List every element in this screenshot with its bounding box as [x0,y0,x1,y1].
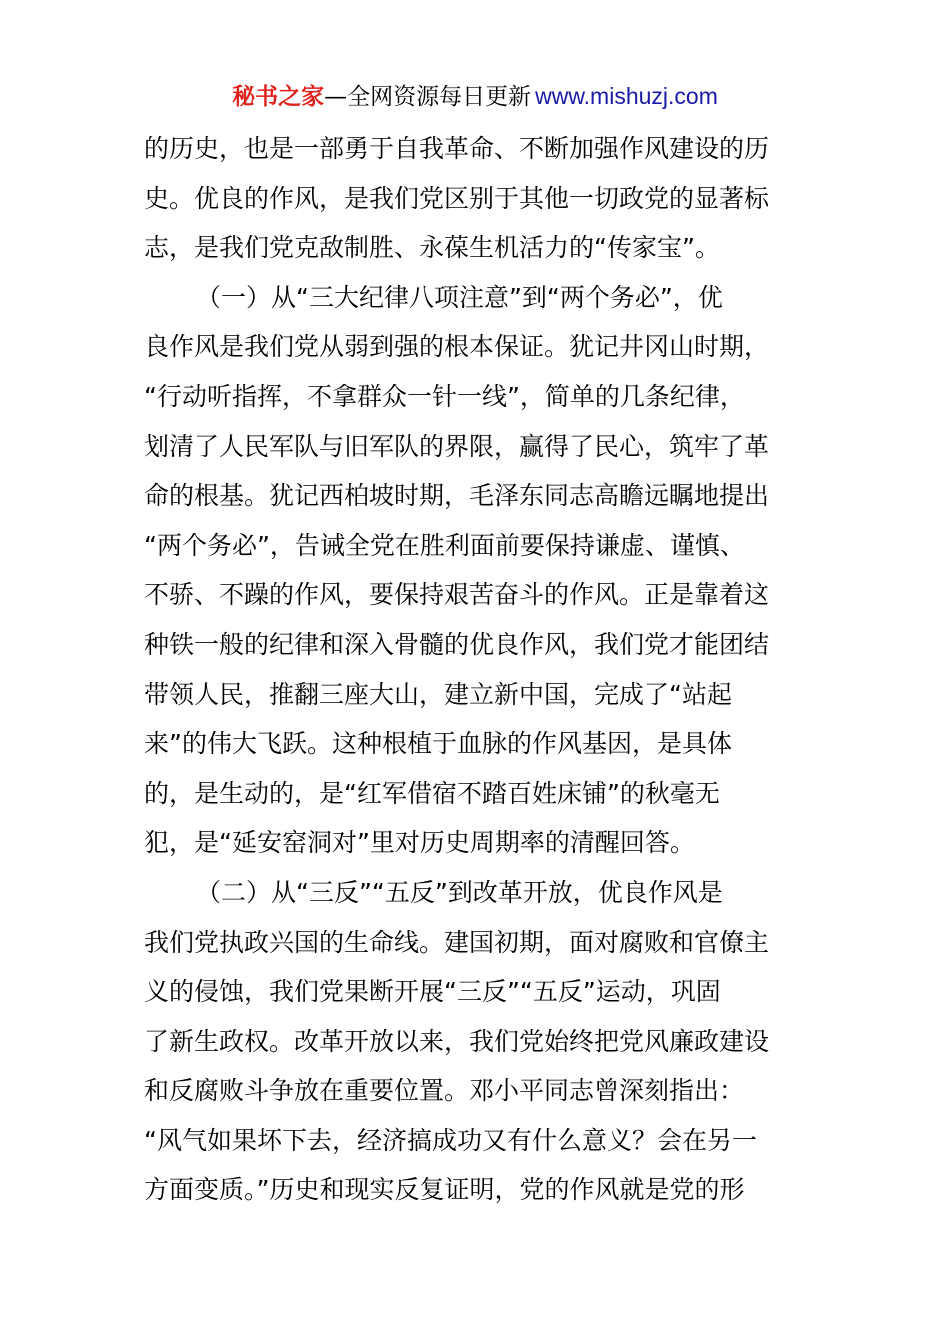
text-line: 了新生政权。改革开放以来，我们党始终把党风廉政建设 [144,1026,770,1056]
text-line: 义的侵蚀，我们党果断开展“三反”“五反”运动，巩固 [144,977,721,1007]
text-line: 带领人民，推翻三座大山，建立新中国，完成了“站起 [144,679,732,709]
text-line: 史。优良的作风，是我们党区别于其他一切政党的显著标 [144,183,770,213]
text-line: “风气如果坏下去，经济搞成功又有什么意义？会在另一 [144,1125,757,1155]
text-line: 来”的伟大飞跃。这种根植于血脉的作风基因，是具体 [144,729,732,759]
text-line: 不骄、不躁的作风，要保持艰苦奋斗的作风。正是靠着这 [144,580,770,610]
page-header [0,80,950,113]
text-line: 志，是我们党克敌制胜、永葆生机活力的“传家宝”。 [144,233,720,263]
text-line: 我们党执政兴国的生命线。建国初期，面对腐败和官僚主 [144,927,770,957]
site-url-link[interactable]: www.mishuzj.com [535,83,718,109]
header-tagline: —全网资源每日更新 [324,84,532,110]
document-body [144,124,808,1215]
text-line: 和反腐败斗争放在重要位置。邓小平同志曾深刻指出： [144,1076,745,1106]
text-line: 命的根基。犹记西柏坡时期，毛泽东同志高瞻远瞩地提出 [144,481,770,511]
brand-name: 秘书之家 [232,84,325,110]
text-line: 良作风是我们党从弱到强的根本保证。犹记井冈山时期， [144,332,770,362]
text-line: 犯，是“延安窑洞对”里对历史周期率的清醒回答。 [144,828,695,858]
section-heading-line: （二）从“三反”“五反”到改革开放，优良作风是 [196,877,723,907]
text-line: “行动听指挥，不拿群众一针一线”，简单的几条纪律， [144,381,745,411]
section-heading-line: （一）从“三大纪律八项注意”到“两个务必”，优 [196,282,723,312]
text-line: 种铁一般的纪律和深入骨髓的优良作风，我们党才能团结 [144,629,770,659]
text-line: 划清了人民军队与旧军队的界限，赢得了民心，筑牢了革 [144,431,770,461]
text-line: “两个务必”，告诫全党在胜利面前要保持谦虚、谨慎、 [144,530,745,560]
text-line: 的，是生动的，是“红军借宿不踏百姓床铺”的秋毫无 [144,778,720,808]
text-line: 的历史，也是一部勇于自我革命、不断加强作风建设的历 [144,134,770,163]
text-line: 方面变质。”历史和现实反复证明，党的作风就是党的形 [144,1175,745,1205]
